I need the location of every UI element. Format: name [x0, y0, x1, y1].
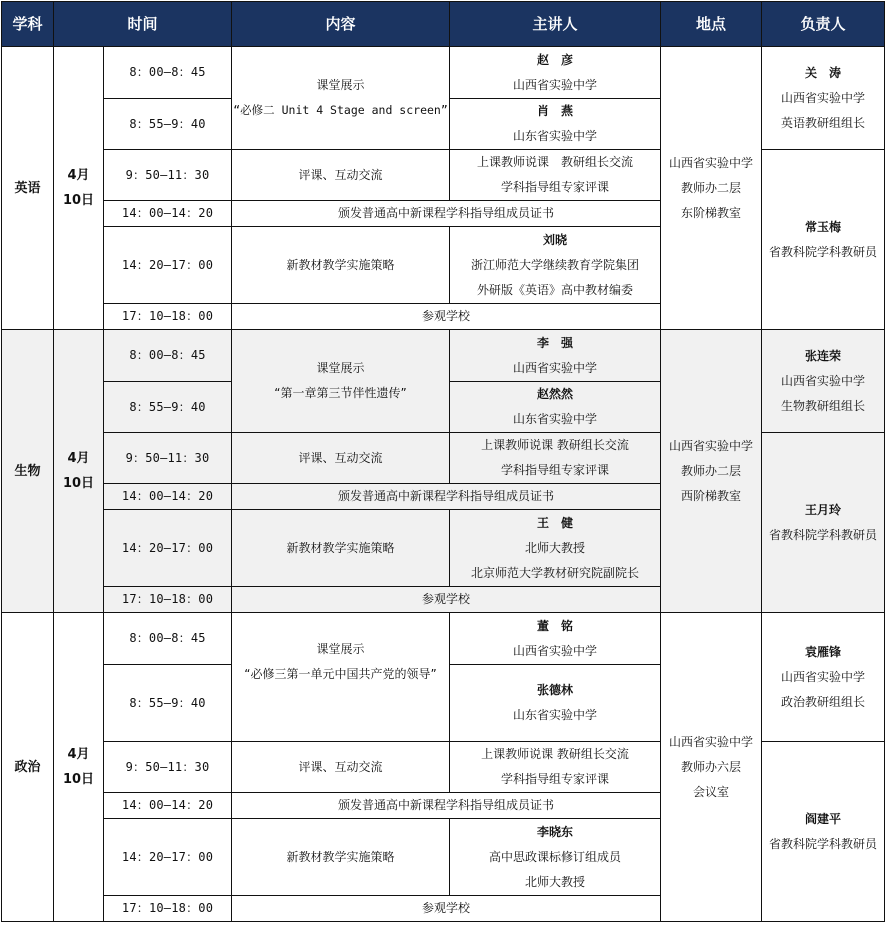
speaker-affiliation: 山东省实验中学 [513, 129, 598, 143]
location-cell [661, 47, 762, 330]
schedule-table [1, 1, 885, 922]
responsible-line: 省教科院学科教研员 [769, 836, 878, 851]
content-cell: 颁发普通高中新课程学科指导组成员证书 [232, 484, 661, 510]
speaker-line: 学科指导组专家评课 [501, 180, 610, 194]
header-speaker: 主讲人 [450, 2, 661, 47]
content-cell: 参观学校 [232, 587, 661, 613]
date-month: 4月 [67, 747, 90, 762]
header-row [2, 2, 885, 47]
showcase-title: 课堂展示 [316, 78, 365, 92]
content-cell: 评课、互动交流 [232, 742, 450, 793]
content-showcase [232, 47, 450, 150]
speaker-cell [450, 99, 661, 150]
responsible-line: 生物教研组组长 [781, 398, 866, 413]
time-cell: 14：20—17：00 [104, 510, 232, 587]
showcase-topic: “第一章第三节伴性遗传” [274, 386, 407, 400]
speaker-name: 肖 燕 [537, 104, 574, 118]
header-content: 内容 [232, 2, 450, 47]
speaker-affiliation: 山西省实验中学 [513, 360, 598, 375]
speaker-name: 张德林 [537, 683, 574, 697]
time-cell: 17：10—18：00 [104, 587, 232, 613]
speaker-name: 赵 彦 [537, 52, 574, 67]
speaker-line: 上课教师说课 教研组长交流 [477, 155, 634, 169]
speaker-cell [450, 433, 661, 484]
location-line: 东阶梯教室 [681, 205, 742, 220]
header-time: 时间 [54, 2, 232, 47]
responsible-cell [762, 47, 885, 150]
speaker-name: 刘晓 [543, 232, 568, 247]
time-cell: 14：00—14：20 [104, 201, 232, 227]
location-line: 教师办二层 [681, 180, 742, 195]
speaker-line: 学科指导组专家评课 [501, 463, 610, 477]
date-cell [54, 330, 104, 613]
location-line: 山西省实验中学 [669, 155, 754, 170]
date-month: 4月 [67, 168, 90, 183]
date-day: 10日 [62, 772, 95, 787]
date-cell [54, 47, 104, 330]
speaker-cell [450, 742, 661, 793]
responsible-cell [762, 150, 885, 330]
time-cell: 14：00—14：20 [104, 793, 232, 819]
responsible-cell [762, 330, 885, 433]
table-row [2, 613, 885, 665]
location-cell [661, 330, 762, 613]
time-cell: 17：10—18：00 [104, 304, 232, 330]
date-day: 10日 [62, 193, 95, 208]
time-cell: 9：50—11：30 [104, 433, 232, 484]
speaker-affiliation: 山东省实验中学 [513, 412, 598, 426]
date-month: 4月 [67, 451, 90, 466]
speaker-line: 上课教师说课 教研组长交流 [481, 747, 629, 761]
time-cell: 14：20—17：00 [104, 227, 232, 304]
location-line: 教师办六层 [681, 759, 742, 774]
speaker-name: 董 铭 [537, 618, 574, 633]
content-showcase [232, 330, 450, 433]
content-cell: 新教材教学实施策略 [232, 510, 450, 587]
time-cell: 17：10—18：00 [104, 896, 232, 922]
speaker-cell [450, 150, 661, 201]
time-cell: 9：50—11：30 [104, 742, 232, 793]
speaker-cell [450, 47, 661, 99]
speaker-line: 上课教师说课 教研组长交流 [481, 438, 629, 452]
speaker-cell [450, 227, 661, 304]
responsible-line: 省教科院学科教研员 [769, 244, 878, 259]
speaker-name: 王 健 [537, 515, 574, 530]
content-showcase [232, 613, 450, 742]
location-line: 山西省实验中学 [669, 734, 754, 749]
showcase-title: 课堂展示 [316, 361, 365, 375]
header-location: 地点 [661, 2, 762, 47]
speaker-line: 浙江师范大学继续教育学院集团 [471, 257, 640, 272]
content-cell: 颁发普通高中新课程学科指导组成员证书 [232, 793, 661, 819]
time-cell: 14：20—17：00 [104, 819, 232, 896]
subject-cell: 英语 [2, 47, 54, 330]
responsible-line: 英语教研组组长 [781, 115, 866, 130]
content-cell: 颁发普通高中新课程学科指导组成员证书 [232, 201, 661, 227]
responsible-line: 山西省实验中学 [781, 373, 866, 388]
content-cell: 新教材教学实施策略 [232, 227, 450, 304]
time-cell: 8：55—9：40 [104, 99, 232, 150]
responsible-cell [762, 433, 885, 613]
responsible-line: 政治教研组组长 [781, 694, 866, 709]
speaker-affiliation: 山西省实验中学 [513, 77, 598, 92]
time-cell: 14：00—14：20 [104, 484, 232, 510]
showcase-topic: “必修二 Unit 4 Stage and screen” [233, 103, 448, 117]
speaker-cell [450, 330, 661, 382]
responsible-line: 山西省实验中学 [781, 669, 866, 684]
content-cell: 新教材教学实施策略 [232, 819, 450, 896]
speaker-name: 赵然然 [537, 387, 574, 401]
subject-cell: 政治 [2, 613, 54, 922]
header-subject: 学科 [2, 2, 54, 47]
speaker-cell [450, 510, 661, 587]
responsible-name: 阎建平 [805, 811, 842, 826]
time-cell: 8：00—8：45 [104, 330, 232, 382]
header-responsible: 负责人 [762, 2, 885, 47]
subject-cell: 生物 [2, 330, 54, 613]
showcase-topic: “必修三第一单元中国共产党的领导” [244, 667, 437, 681]
speaker-name: 李晓东 [537, 824, 574, 839]
speaker-cell [450, 665, 661, 742]
speaker-line: 外研版《英语》高中教材编委 [477, 282, 634, 297]
time-cell: 8：00—8：45 [104, 47, 232, 99]
responsible-name: 常玉梅 [805, 219, 842, 234]
content-cell: 评课、互动交流 [232, 433, 450, 484]
speaker-cell [450, 613, 661, 665]
responsible-cell [762, 742, 885, 922]
time-cell: 8：55—9：40 [104, 665, 232, 742]
location-line: 教师办二层 [681, 463, 742, 478]
responsible-name: 袁雁锋 [805, 644, 842, 659]
location-cell [661, 613, 762, 922]
speaker-line: 北师大教授 [525, 874, 586, 889]
responsible-line: 省教科院学科教研员 [769, 527, 878, 542]
speaker-line: 北师大教授 [525, 540, 586, 555]
content-cell: 参观学校 [232, 896, 661, 922]
date-cell [54, 613, 104, 922]
responsible-name: 王月玲 [805, 502, 842, 517]
speaker-name: 李 强 [537, 335, 574, 350]
speaker-line: 高中思政课标修订组成员 [489, 849, 622, 864]
responsible-name: 关 涛 [805, 65, 842, 80]
speaker-line: 北京师范大学教材研究院副院长 [471, 565, 640, 580]
speaker-affiliation: 山西省实验中学 [513, 643, 598, 658]
location-line: 山西省实验中学 [669, 438, 754, 453]
speaker-cell [450, 382, 661, 433]
location-line: 西阶梯教室 [681, 488, 742, 503]
date-day: 10日 [62, 476, 95, 491]
table-row [2, 47, 885, 99]
time-cell: 9：50—11：30 [104, 150, 232, 201]
showcase-title: 课堂展示 [316, 642, 365, 656]
responsible-line: 山西省实验中学 [781, 90, 866, 105]
table-row [2, 330, 885, 382]
location-line: 会议室 [693, 784, 730, 799]
speaker-line: 学科指导组专家评课 [501, 772, 610, 786]
content-cell: 参观学校 [232, 304, 661, 330]
responsible-cell [762, 613, 885, 742]
responsible-name: 张连荣 [805, 348, 842, 363]
time-cell: 8：00—8：45 [104, 613, 232, 665]
content-cell: 评课、互动交流 [232, 150, 450, 201]
speaker-affiliation: 山东省实验中学 [513, 708, 598, 722]
time-cell: 8：55—9：40 [104, 382, 232, 433]
speaker-cell [450, 819, 661, 896]
